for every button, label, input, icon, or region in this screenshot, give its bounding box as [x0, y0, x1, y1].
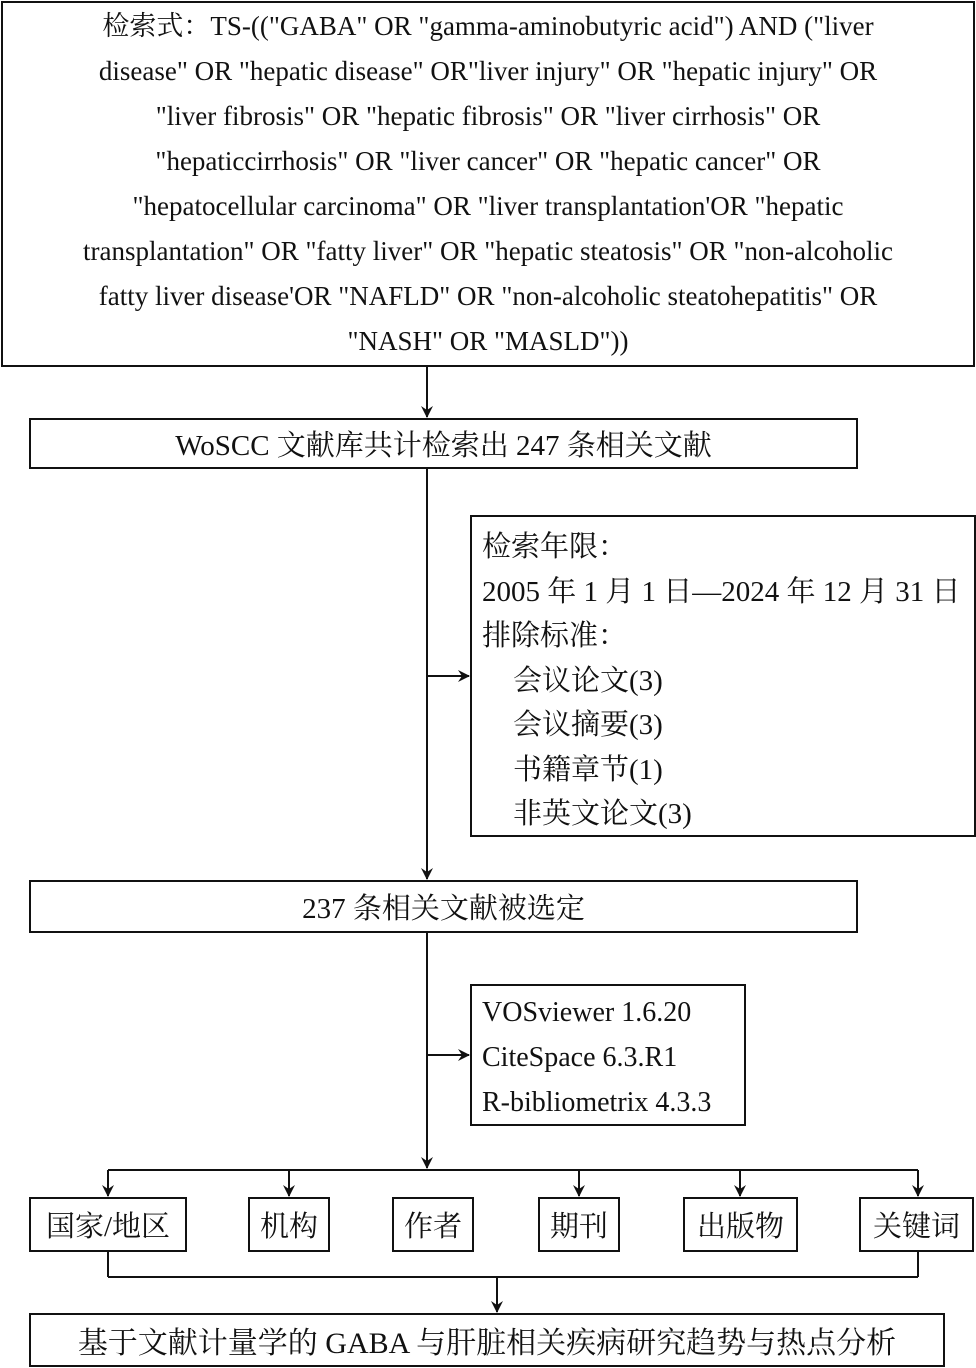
search-result-text: WoSCC 文献库共计检索出 247 条相关文献	[175, 430, 712, 462]
query-line: "liver fibrosis" OR "hepatic fibrosis" OR "liver cirrhosis" OR	[155, 101, 821, 131]
query-line: transplantation" OR "fatty liver" OR "hepatic steatosis" OR "non-alcoholic	[83, 236, 893, 266]
category-institution	[248, 1197, 330, 1252]
final-analysis-box	[29, 1313, 945, 1367]
exclusion-item: 非英文论文(3)	[513, 798, 692, 830]
category-label: 国家/地区	[45, 1211, 171, 1243]
category-label: 作者	[403, 1211, 462, 1243]
criteria-box	[470, 515, 976, 837]
tool-item: VOSviewer 1.6.20	[482, 997, 692, 1028]
category-label: 期刊	[549, 1211, 608, 1243]
query-line: disease" OR "hepatic disease" OR"liver injury" OR "hepatic injury" OR	[98, 56, 878, 86]
search-result-box	[29, 418, 858, 469]
years-label: 检索年限：	[482, 531, 628, 563]
category-keyword	[859, 1197, 974, 1252]
category-country	[29, 1197, 187, 1252]
query-line: "hepaticcirrhosis" OR "liver cancer" OR "hepatic cancer" OR	[155, 146, 821, 176]
years-value: 2005 年 1 月 1 日—2024 年 12 月 31 日	[482, 575, 961, 608]
category-label: 关键词	[872, 1211, 960, 1243]
query-line: fatty liver disease'OR "NAFLD" OR "non-alcoholic steatohepatitis" OR	[98, 281, 878, 311]
category-author	[392, 1197, 474, 1252]
category-label: 出版物	[696, 1211, 784, 1243]
query-line: "hepatocellular carcinoma" OR "liver transplantation'OR "hepatic	[132, 191, 844, 221]
exclusion-item: 会议摘要(3)	[513, 709, 663, 741]
tools-box	[470, 984, 746, 1126]
category-journal	[538, 1197, 620, 1252]
category-publication	[683, 1197, 798, 1252]
selected-box	[29, 880, 858, 933]
tool-item: R-bibliometrix 4.3.3	[482, 1087, 712, 1118]
selected-text: 237 条相关文献被选定	[302, 893, 585, 925]
tool-item: CiteSpace 6.3.R1	[482, 1042, 678, 1073]
exclusion-label: 排除标准：	[482, 620, 628, 652]
exclusion-item: 书籍章节(1)	[513, 753, 663, 786]
final-text: 基于文献计量学的 GABA 与肝脏相关疾病研究趋势与热点分析	[77, 1327, 897, 1360]
category-label: 机构	[259, 1211, 318, 1243]
query-line: "NASH" OR "MASLD"))	[347, 326, 629, 356]
search-query-box	[1, 1, 975, 367]
exclusion-item: 会议论文(3)	[513, 664, 663, 697]
query-line: 检索式：TS-(("GABA" OR "gamma-aminobutyric acid") AND ("liver	[102, 11, 874, 41]
